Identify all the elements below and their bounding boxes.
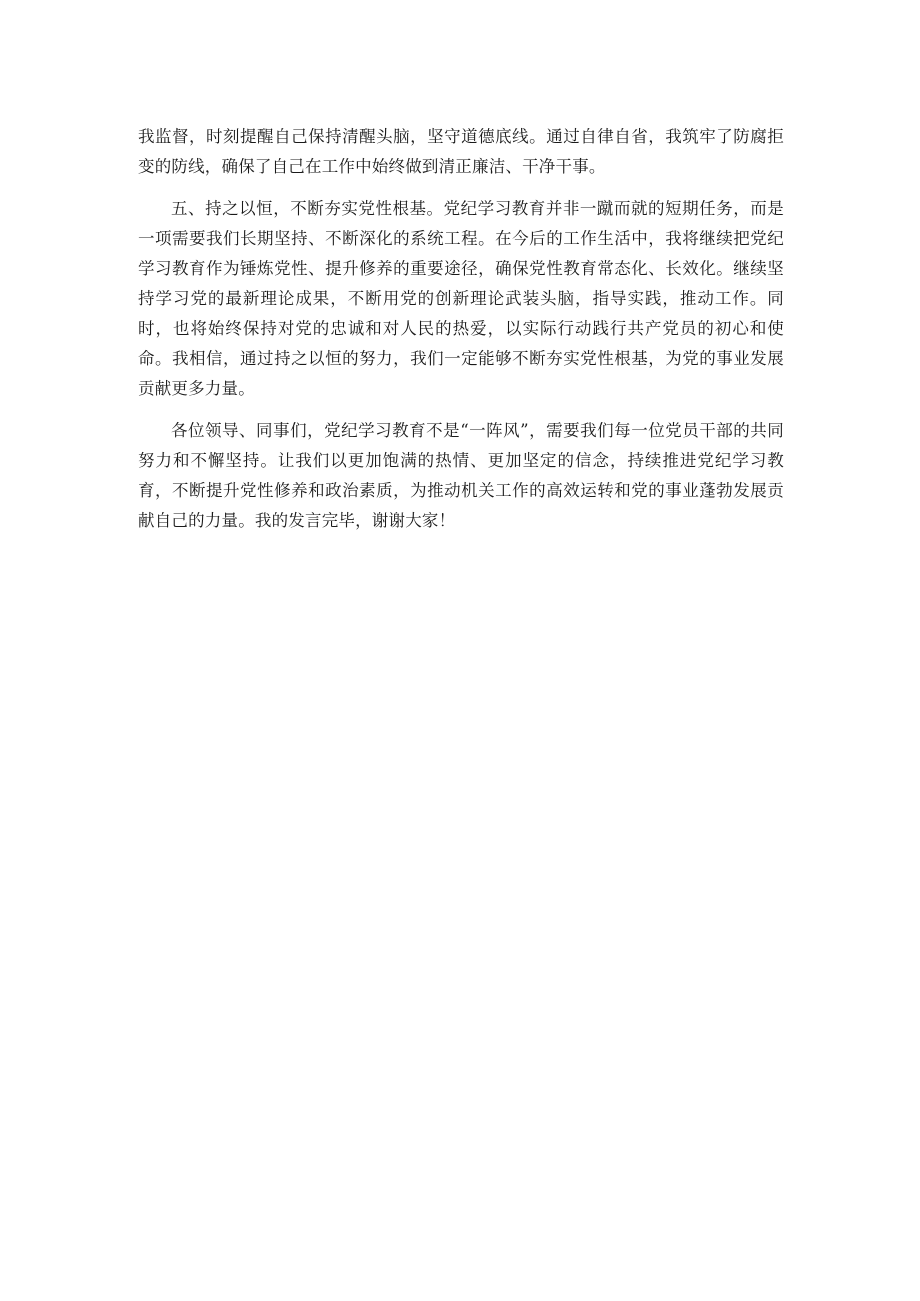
paragraph-closing: 各位领导、同事们，党纪学习教育不是“一阵风”，需要我们每一位党员干部的共同努力和不懈坚持。让我们以更加饱满的热情、更加坚定的信念，持续推进党纪学习教育，不断提升党性修养和政治素质，为推动机关工作的高效运转和党的事业蓬勃发展贡献自己的力量。我的发言完毕，谢谢大家！	[138, 421, 784, 530]
paragraph-section-five: 五、持之以恒，不断夯实党性根基。党纪学习教育并非一蹴而就的短期任务，而是一项需要我们长期坚持、不断深化的系统工程。在今后的工作生活中，我将继续把党纪学习教育作为锤炼党性、提升修养的重要途径，确保党性教育常态化、长效化。继续坚持学习党的最新理论成果，不断用党的创新理论武装头脑，指导实践，推动工作。同时，也将始终保持对党的忠诚和对人民的热爱，以实际行动践行共产党员的初心和使命。我相信，通过持之以恒的努力，我们一定能够不断夯实党性根基，为党的事业发展贡献更多力量。	[138, 199, 784, 398]
paragraph-continuation: 我监督，时刻提醒自己保持清醒头脑，坚守道德底线。通过自律自省，我筑牢了防腐拒变的防线，确保了自己在工作中始终做到清正廉洁、干净干事。	[138, 127, 784, 176]
document-body	[138, 122, 784, 548]
